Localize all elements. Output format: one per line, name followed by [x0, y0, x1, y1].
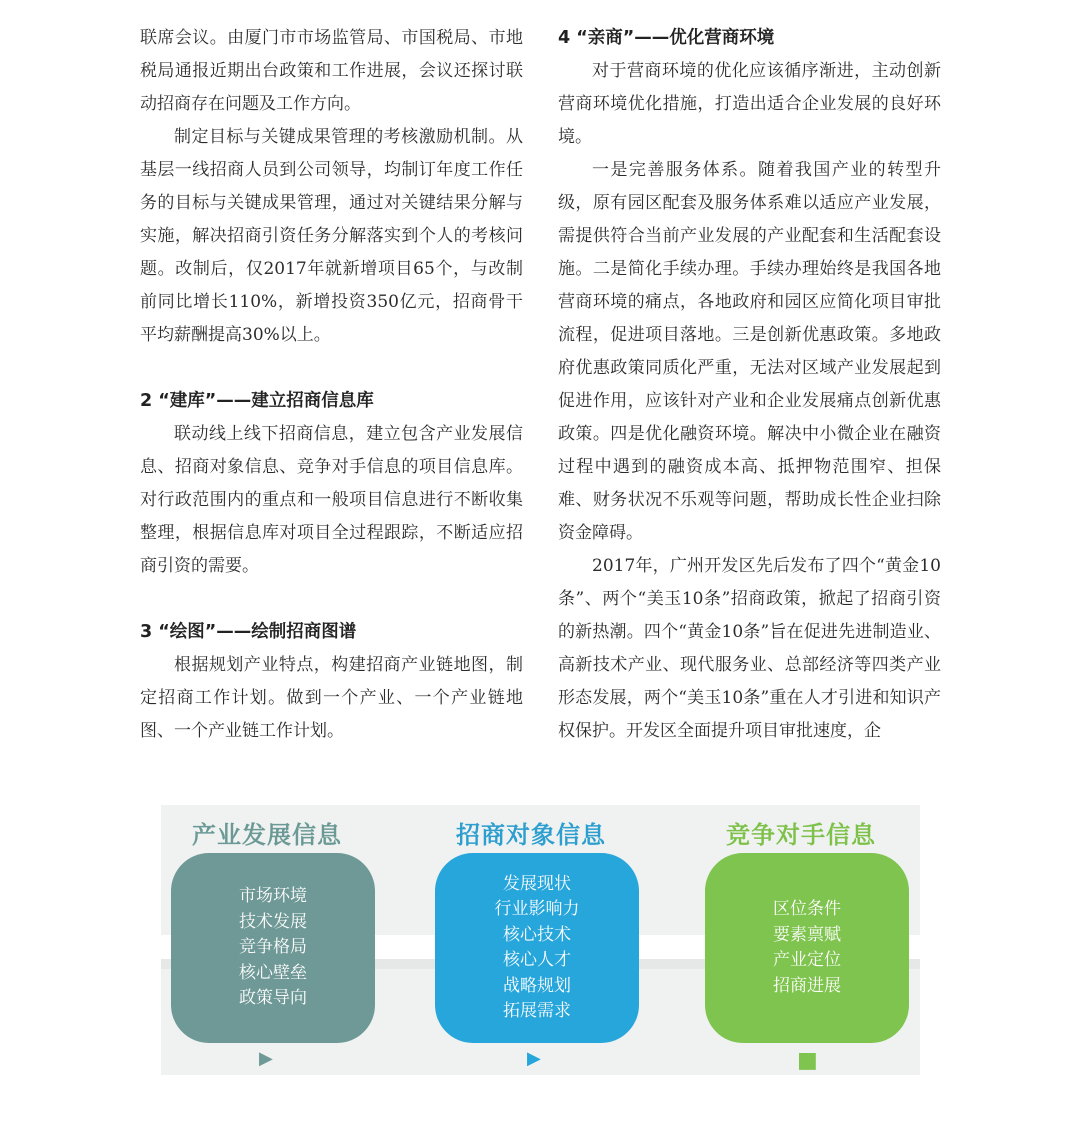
body-paragraph: 联席会议。由厦门市市场监管局、市国税局、市地税局通报近期出台政策和工作进展，会议还探讨联动招商存在问题及工作方向。 [140, 28, 523, 114]
square-marker-icon: ■ [797, 1048, 818, 1073]
body-paragraph: 联动线上线下招商信息，建立包含产业发展信息、招商对象信息、竞争对手信息的项目信息库。对行政范围内的重点和一般项目信息进行不断收集整理，根据信息库对项目全过程跟踪，不断适应招商引资的需要。 [140, 424, 523, 576]
panel-box [171, 853, 375, 1043]
panel-item: 技术发展 [239, 911, 307, 932]
panel-box [435, 853, 639, 1043]
panel-item: 战略规划 [503, 975, 571, 996]
body-paragraph: 一是完善服务体系。随着我国产业的转型升级，原有园区配套及服务体系难以适应产业发展，需提供符合当前产业发展的产业配套和生活配套设施。二是简化手续办理。手续办理始终是我国各地营商环境的痛点，各地政府和园区应简化项目审批流程，促进项目落地。三是创新优惠政策。多地政府优惠政策同质化严重，无法对区域产业发展起到促进作用，应该针对产业和企业发展痛点创新优惠政策。四是优化融资环境。解决中小微企业在融资过程中遇到的融资成本高、抵押物范围窄、担保难、财务状况不乐观等问题，帮助成长性企业扫除资金障碍。 [558, 160, 941, 543]
play-marker-icon: ▶ [527, 1048, 541, 1069]
section-gap [140, 583, 523, 616]
panel-title: 竞争对手信息 [726, 821, 876, 849]
body-paragraph: 制定目标与关键成果管理的考核激励机制。从基层一线招商人员到公司领导，均制订年度工作任务的目标与关键成果管理，通过对关键结果分解与实施，解决招商引资任务分解落实到个人的考核问题。改制后，仅2017年就新增项目65个，与改制前同比增长110%，新增投资350亿元，招商骨干平均薪酬提高30%以上。 [140, 127, 523, 345]
section-heading: 2 “建库”——建立招商信息库 [140, 391, 374, 411]
section-heading: 3 “绘图”——绘制招商图谱 [140, 622, 357, 642]
panel-item: 核心人才 [503, 950, 571, 970]
panel-item: 核心壁垒 [239, 962, 307, 983]
panel-item: 行业影响力 [494, 899, 580, 919]
section-gap [140, 352, 523, 385]
panel-item: 市场环境 [239, 886, 307, 907]
play-marker-icon: ▶ [259, 1048, 273, 1069]
panel-title: 招商对象信息 [456, 821, 606, 849]
panel-item: 区位条件 [773, 899, 841, 919]
panel-item: 要素禀赋 [773, 924, 841, 945]
panel-item: 核心技术 [503, 924, 571, 945]
right-column [558, 22, 941, 748]
body-paragraph: 对于营商环境的优化应该循序渐进，主动创新营商环境优化措施，打造出适合企业发展的良好环境。 [558, 61, 941, 147]
left-column [140, 22, 523, 748]
body-paragraph: 根据规划产业特点，构建招商产业链地图，制定招商工作计划。做到一个产业、一个产业链地图、一个产业链工作计划。 [140, 655, 523, 741]
panel-item: 招商进展 [773, 975, 841, 996]
panel-item: 政策导向 [239, 988, 307, 1009]
panel-investment-target [425, 805, 637, 1075]
section-heading: 4 “亲商”——优化营商环境 [558, 28, 775, 48]
panel-item: 产业定位 [773, 950, 841, 970]
panel-title: 产业发展信息 [192, 821, 342, 849]
panel-item: 竞争格局 [239, 937, 307, 958]
panel-item: 发展现状 [503, 873, 571, 894]
panel-item: 拓展需求 [503, 1001, 571, 1021]
body-paragraph: 2017年，广州开发区先后发布了四个“黄金10条”、两个“美玉10条”招商政策，掀起了招商引资的新热潮。四个“黄金10条”旨在促进先进制造业、高新技术产业、现代服务业、总部经济等四类产业形态发展，两个“美玉10条”重在人才引进和知识产权保护。开发区全面提升项目审批速度，企 [558, 556, 941, 741]
panel-competitor [695, 805, 907, 1075]
info-database-figure [161, 805, 920, 1075]
panel-industry-development [161, 805, 373, 1075]
panel-box [705, 853, 909, 1043]
